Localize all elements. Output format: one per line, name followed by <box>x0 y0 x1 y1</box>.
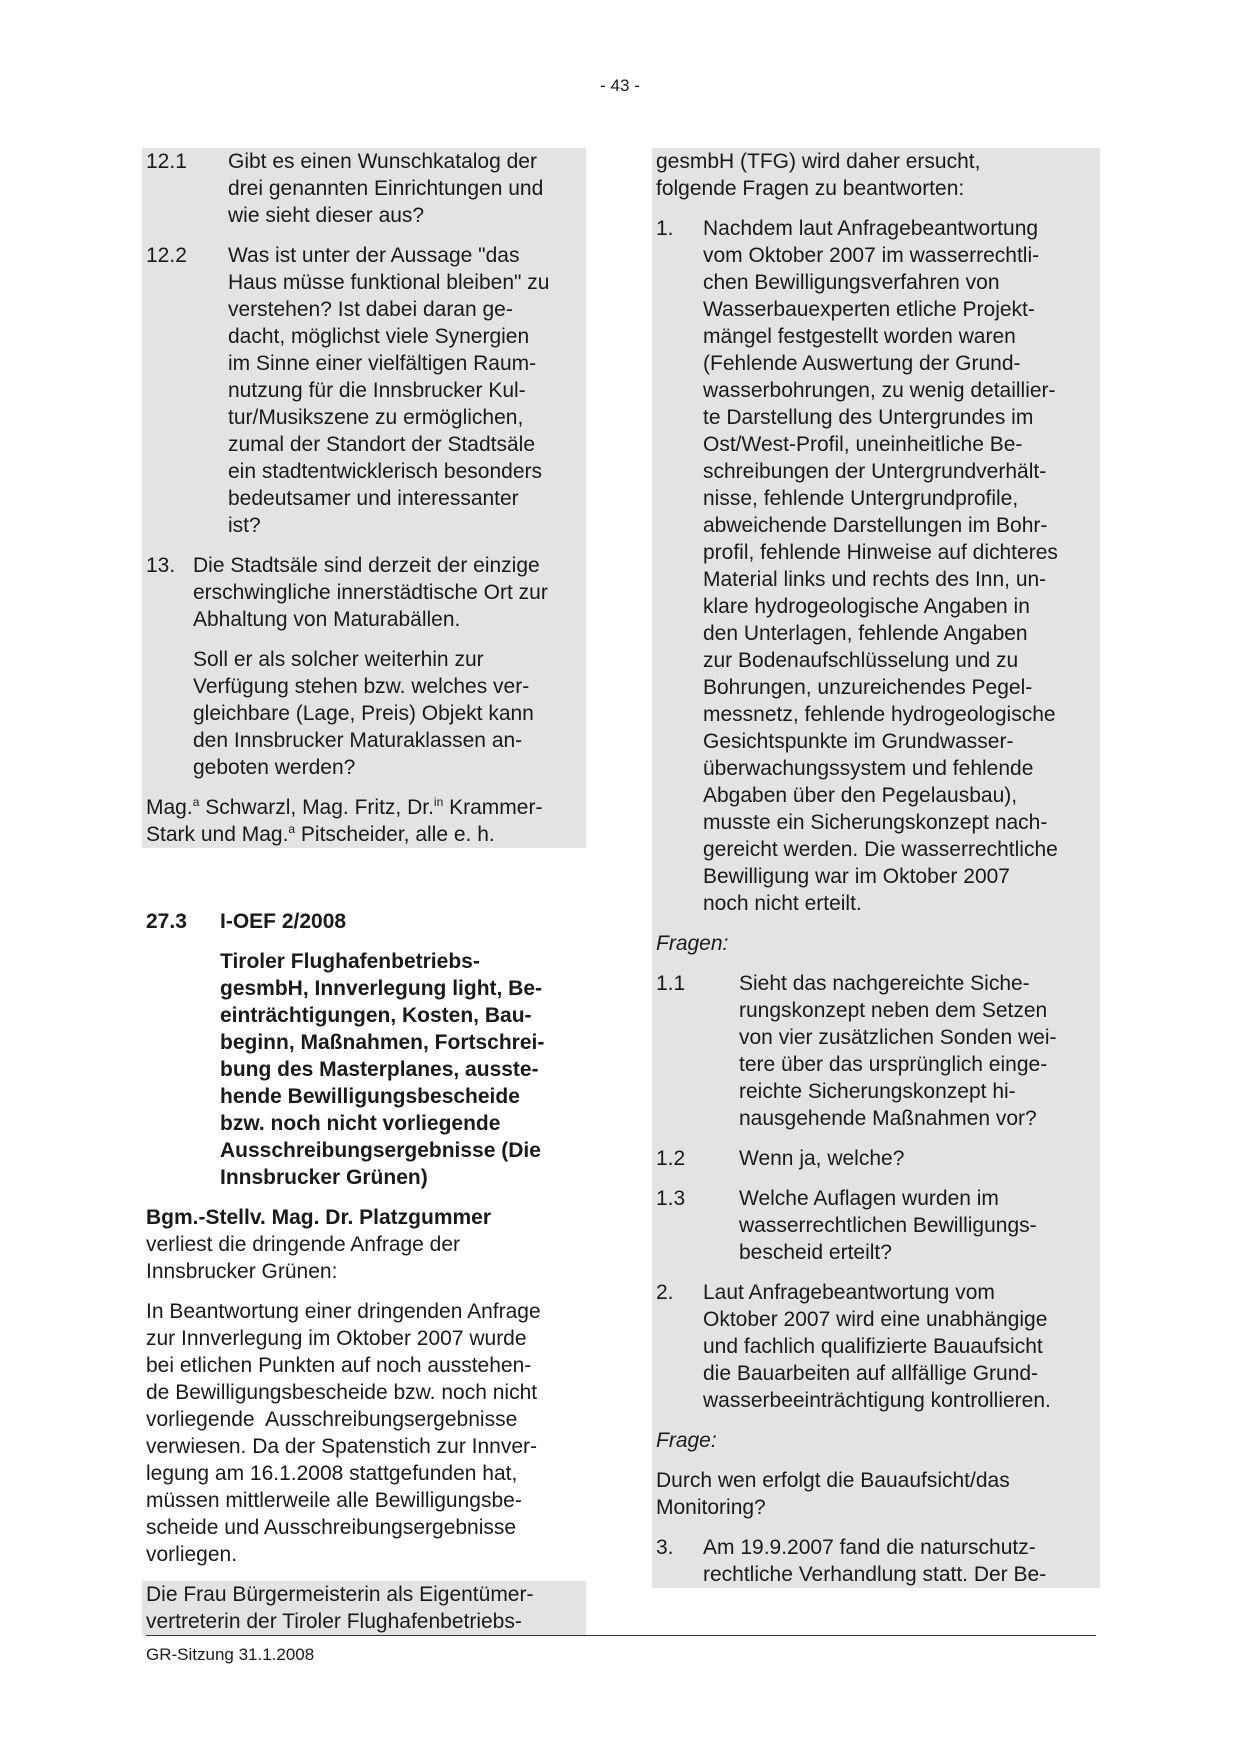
point-1 <box>656 215 1096 917</box>
frage-label: Frage: <box>656 1429 717 1452</box>
intro-paragraph: In Beantwortung einer dringenden Anfrage zur Innverlegung im Oktober 2007 wurde bei etlichen Punkten auf noch ausstehen- de Bewilligungsbescheide bzw. noch nicht vorliegende Ausschreibungsergebnisse verwiesen. Da der Spatenstich zur Innver- legung am 16.1.2008 stattgefunden hat, müssen mittlerweile alle Bewilligungsbe- scheide und Ausschreibungsergebnisse vorliegen. <box>146 1300 541 1566</box>
speaker-name: Bgm.-Stellv. Mag. Dr. Platzgummer <box>146 1206 492 1229</box>
shaded-question-block <box>142 148 586 848</box>
question-text: Was ist unter der Aussage "das Haus müsse funktional bleiben" zu verstehen? Ist dabei daran ge- dacht, möglichst viele Synergien im Sinne einer vielfältigen Raum- nutzung für die Innsbrucker Kul- tur/Musikszene zu ermöglichen, zumal der Standort der Stadtsäle ein stadtentwicklerisch besonders bedeutsamer und interessanter ist? <box>228 244 550 537</box>
request-paragraph-end: gesmbH (TFG) wird daher ersucht, folgende Fragen zu beantworten: <box>656 150 981 200</box>
question-12-1 <box>146 148 582 229</box>
request-paragraph-start: Die Frau Bürgermeisterin als Eigentümer- vertreterin der Tiroler Flughafenbetriebs- <box>142 1581 586 1635</box>
speaker-paragraph: Bgm.-Stellv. Mag. Dr. Platzgummer verliest die dringende Anfrage der Innsbrucker Grünen: <box>146 1204 586 1285</box>
question-text: Wenn ja, welche? <box>739 1147 905 1170</box>
section-id: I-OEF 2/2008 <box>220 910 347 933</box>
question-text: Sieht das nachgereichte Siche- rungskonzept neben dem Setzen von vier zusätzlichen Sonden wei- tere über das ursprünglich einge- reichte Sicherungskonzept hi- nausgehende Maßnahmen vor? <box>739 972 1057 1130</box>
section-heading <box>146 908 586 935</box>
question-number: 1.3 <box>656 1187 686 1210</box>
question-13-followup: Soll er als solcher weiterhin zur Verfügung stehen bzw. welches ver- gleichbare (Lage, Preis) Objekt kann den Innsbrucker Maturaklassen an- geboten werden? <box>193 648 534 779</box>
point-2 <box>656 1279 1096 1414</box>
question-text: Die Stadtsäle sind derzeit der einzige erschwingliche innerstädtische Ort zur Abhaltung von Maturabällen. <box>193 554 548 631</box>
fragen-label: Fragen: <box>656 932 729 955</box>
question-number: 13. <box>146 554 176 577</box>
question-number: 1.2 <box>656 1147 686 1170</box>
signers: Mag.$^a$ Schwarzl, Mag. Fritz, Dr.$^{in}$ Krammer- Stark und Mag.$^a$ Pitscheider, alle e. h. <box>146 795 543 846</box>
question-12-2 <box>146 242 582 539</box>
point-number: 1. <box>656 217 674 240</box>
question-1-3 <box>656 1185 1096 1266</box>
question-number: 12.2 <box>146 244 187 267</box>
point-3 <box>656 1534 1096 1588</box>
question-text: Gibt es einen Wunschkatalog der drei genannten Einrichtungen und wie sieht dieser aus? <box>228 150 544 227</box>
question-2: Durch wen erfolgt die Bauaufsicht/das Monitoring? <box>656 1469 1010 1519</box>
point-text: Am 19.9.2007 fand die naturschutz- rechtliche Verhandlung statt. Der Be- <box>703 1536 1047 1586</box>
right-column <box>652 148 1100 1588</box>
left-column <box>146 148 586 1635</box>
footer-divider <box>146 1635 1096 1636</box>
question-number: 1.1 <box>656 972 686 995</box>
point-text: Nachdem laut Anfragebeantwortung vom Oktober 2007 im wasserrechtli- chen Bewilligungsverfahren von Wasserbauexperten etliche Projekt- mängel festgestellt worden waren (Fehlende Auswertung der Grund- wasserbohrungen, zu wenig detaillier- te Darstellung des Untergrundes im Ost/West-Profil, uneinheitliche Be- schreibungen der Untergrundverhält- nisse, fehlende Untergrundprofile, abweichende Darstellungen im Bohr- profil, fehlende Hinweise auf dichteres Material links und rechts des Inn, un- klare hydrogeologische Angaben in den Unterlagen, fehlende Angaben zur Bodenaufschlüsselung und zu Bohrungen, unzureichendes Pegel- messnetz, fehlende hydrogeologische Gesichtspunkte im Grundwasser- überwachungssystem und fehlende Abgaben über den Pegelausbau), musste ein Sicherungskonzept nach- gereicht werden. Die wasserrechtliche Bewilligung war im Oktober 2007 noch nicht erteilt. <box>703 217 1058 915</box>
question-13 <box>146 552 582 633</box>
question-number: 12.1 <box>146 150 187 173</box>
section-number: 27.3 <box>146 910 187 933</box>
point-number: 3. <box>656 1536 674 1559</box>
question-1-1 <box>656 970 1096 1132</box>
question-1-2 <box>656 1145 1096 1172</box>
section-title: Tiroler Flughafenbetriebs- gesmbH, Innverlegung light, Be- einträchtigungen, Kosten, Bau- beginn, Maßnahmen, Fortschrei- bung des Masterplanes, ausste- hende Bewilligungsbescheide bzw. noch nicht vorliegende Ausschreibungsergebnisse (Die Innsbrucker Grünen) <box>220 950 545 1189</box>
page-number: - 43 - <box>600 76 640 95</box>
point-number: 2. <box>656 1281 674 1304</box>
footer-text: GR-Sitzung 31.1.2008 <box>146 1645 315 1664</box>
question-text: Welche Auflagen wurden im wasserrechtlichen Bewilligungs- bescheid erteilt? <box>739 1187 1037 1264</box>
point-text: Laut Anfragebeantwortung vom Oktober 2007 wird eine unabhängige und fachlich qualifizierte Bauaufsicht die Bauarbeiten auf allfällige Grund- wasserbeeinträchtigung kontrollieren. <box>703 1281 1051 1412</box>
